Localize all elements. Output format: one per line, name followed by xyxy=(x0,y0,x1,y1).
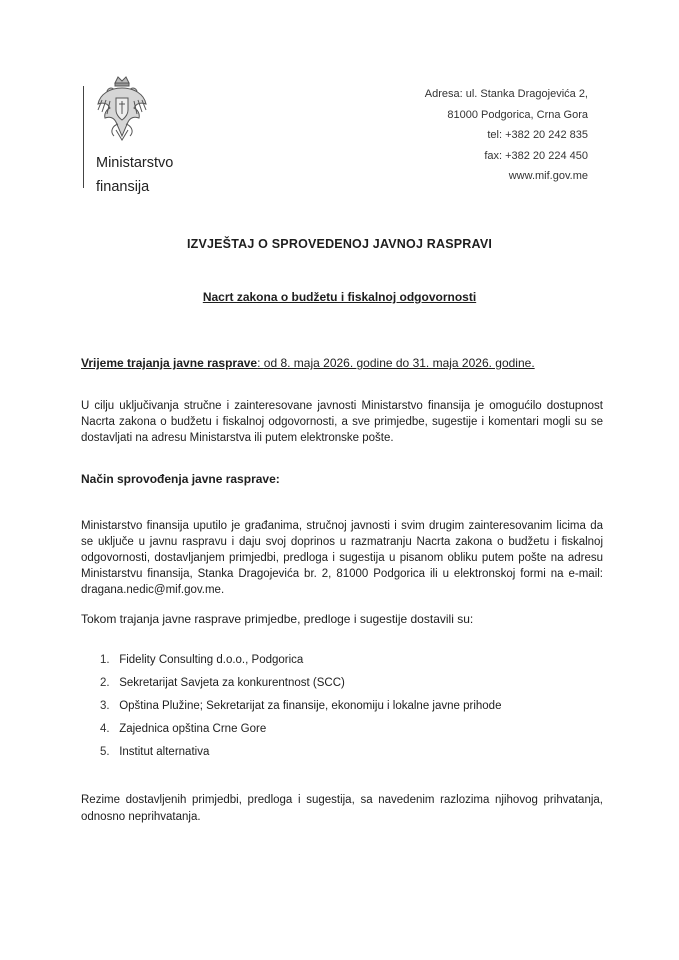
list-item xyxy=(100,698,501,721)
document-subtitle: Nacrt zakona o budžetu i fiskalnoj odgovornosti xyxy=(202,290,477,304)
list-item-name: Zajednica opština Crne Gore xyxy=(119,723,267,735)
list-item xyxy=(100,652,501,675)
header-divider xyxy=(83,86,84,188)
fax-number: fax: +382 20 224 450 xyxy=(484,149,588,162)
debate-period-value: od 8. maja 2026. godine do 31. maja 2026. godine. xyxy=(263,356,535,370)
method-paragraph: Ministarstvo finansija uputilo je građanima, stručnoj javnosti i svim drugim zainteresovanim licima da se uključe u javnu raspravu i daju svoj doprinos u razmatranju Nacrta zakona o budžetu i fiskalnoj odgovornosti, dostavljanjem primjedbi, predloga i sugestija u pisanom obliku putem pošte na adresu Ministarstvu finansija, Stanka Dragojevića br. 2, 81000 Podgorica ili u elektronskoj formi na e-mail: dragana.nedic@mif.gov.me. xyxy=(81,520,603,596)
list-item-number: 2. xyxy=(100,677,110,689)
list-item xyxy=(100,744,501,767)
contact-block xyxy=(425,84,588,187)
list-item-number: 5. xyxy=(100,746,110,758)
list-item-number: 1. xyxy=(100,654,110,666)
list-item xyxy=(100,721,501,744)
summary-paragraph: Rezime dostavljenih primjedbi, predloga i sugestija, sa navedenim razlozima njihovog prihvatanja, odnosno neprihvatanja. xyxy=(81,794,603,823)
section-heading: Način sprovođenja javne rasprave: xyxy=(81,472,280,486)
list-item xyxy=(100,675,501,698)
debate-period-label: Vrijeme trajanja javne rasprave xyxy=(81,356,258,370)
list-item-number: 3. xyxy=(100,700,110,712)
address-line1: Adresa: ul. Stanka Dragojevića 2, xyxy=(424,88,588,100)
document-title: IZVJEŠTAJ O SPROVEDENOJ JAVNOJ RASPRAVI xyxy=(186,237,493,251)
ministry-name-line1: Ministarstvo xyxy=(96,155,174,171)
debate-period: Vrijeme trajanja javne rasprave: od 8. maja 2026. godine do 31. maja 2026. godine. xyxy=(81,356,535,370)
list-item-name: Fidelity Consulting d.o.o., Podgorica xyxy=(119,654,304,666)
website-link[interactable]: www.mif.gov.me xyxy=(508,170,588,182)
participants-list xyxy=(100,652,501,767)
list-item-name: Institut alternativa xyxy=(119,746,210,758)
ministry-name xyxy=(96,151,173,199)
participants-intro: Tokom trajanja javne rasprave primjedbe, predloge i sugestije dostavili su: xyxy=(81,612,474,626)
phone-number: tel: +382 20 242 835 xyxy=(487,129,588,141)
intro-paragraph: U cilju uključivanja stručne i zainteresovane javnosti Ministarstvo finansija je omogućilo dostupnost Nacrta zakona o budžetu i fiskalnoj odgovornosti, a sve primjedbe, sugestije i komentari mogli su se dostavljati na adresu Ministarstva ili putem elektronske pošte. xyxy=(81,400,603,444)
ministry-name-line2: finansija xyxy=(96,179,150,195)
list-item-number: 4. xyxy=(100,723,110,735)
address-line2: 81000 Podgorica, Crna Gora xyxy=(447,108,588,121)
list-item-name: Sekretarijat Savjeta za konkurentnost (SCC) xyxy=(119,677,345,689)
coat-of-arms-icon xyxy=(96,74,148,144)
list-item-name: Opština Plužine; Sekretarijat za finansije, ekonomiju i lokalne javne prihode xyxy=(119,700,502,712)
